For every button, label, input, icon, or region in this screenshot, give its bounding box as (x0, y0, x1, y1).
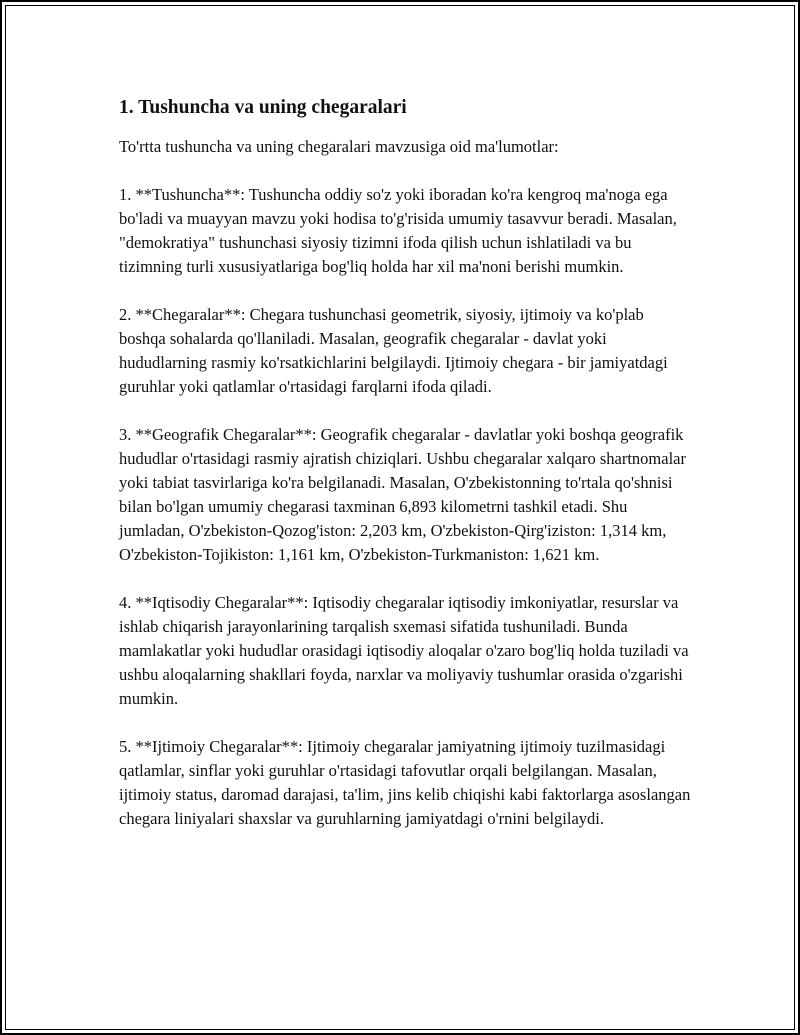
list-item-iqtisodiy-chegaralar: 4. **Iqtisodiy Chegaralar**: Iqtisodiy chegaralar iqtisodiy imkoniyatlar, resurslar va ishlab chiqarish jarayonlarining tarqalish sxemasi sifatida tushuniladi. Bunda mamlakatlar yoki hududlar orasidagi iqtisodiy aloqalar o'zaro bog'liq holda tuziladi va ushbu aloqalarning shakllari foyda, narxlar va moliyaviy tushumlar orasida o'zgarishi mumkin. (119, 593, 689, 708)
list-item-ijtimoiy-chegaralar: 5. **Ijtimoiy Chegaralar**: Ijtimoiy chegaralar jamiyatning ijtimoiy tuzilmasidagi qatlamlar, sinflar yoki guruhlar o'rtasidagi tafovutlar orqali belgilangan. Masalan, ijtimoiy status, daromad darajasi, ta'lim, jins kelib chiqishi kabi faktorlarga asoslangan chegara liniyalari shaxslar va guruhlarning jamiyatdagi o'rnini belgilaydi. (119, 737, 691, 828)
list-item-geografik-chegaralar: 3. **Geografik Chegaralar**: Geografik chegaralar - davlatlar yoki boshqa geografik hududlar o'rtasidagi rasmiy ajratish chiziqlari. Ushbu chegaralar xalqaro shartnomalar yoki tabiat tasvirlariga ko'ra belgilanadi. Masalan, O'zbekistonning to'rtala qo'shnisi bilan bo'lgan umumiy chegarasi taxminan 6,893 kilometrni tashkil etadi. Shu jumladan, O'zbekiston-Qozog'iston: 2,203 km, O'zbekiston-Qirg'iziston: 1,314 km, O'zbekiston-Tojikiston: 1,161 km, O'zbekiston-Turkmaniston: 1,621 km. (119, 425, 686, 564)
list-item-chegaralar: 2. **Chegaralar**: Chegara tushunchasi geometrik, siyosiy, ijtimoiy va ko'plab boshqa sohalarda qo'llaniladi. Masalan, geografik chegaralar - davlat yoki hududlarning rasmiy ko'rsatkichlarini belgilaydi. Ijtimoiy chegara - bir jamiyatdagi guruhlar yoki qatlamlar o'rtasidagi farqlarni ifoda qiladi. (119, 305, 668, 396)
document-title: 1. Tushuncha va uning chegaralari (119, 97, 407, 118)
list-item-tushuncha: 1. **Tushuncha**: Tushuncha oddiy so'z yoki iboradan ko'ra kengroq ma'noga ega bo'ladi va muayyan mavzu yoki hodisa to'g'risida umumiy tasavvur beradi. Masalan, "demokratiya" tushunchasi siyosiy tizimni ifoda qilish uchun ishlatiladi va bu tizimning turli xususiyatlariga bog'liq holda har xil ma'noni berishi mumkin. (119, 185, 677, 276)
intro-paragraph: To'rtta tushuncha va uning chegaralari mavzusiga oid ma'lumotlar: (119, 137, 559, 156)
document-body (119, 95, 694, 831)
